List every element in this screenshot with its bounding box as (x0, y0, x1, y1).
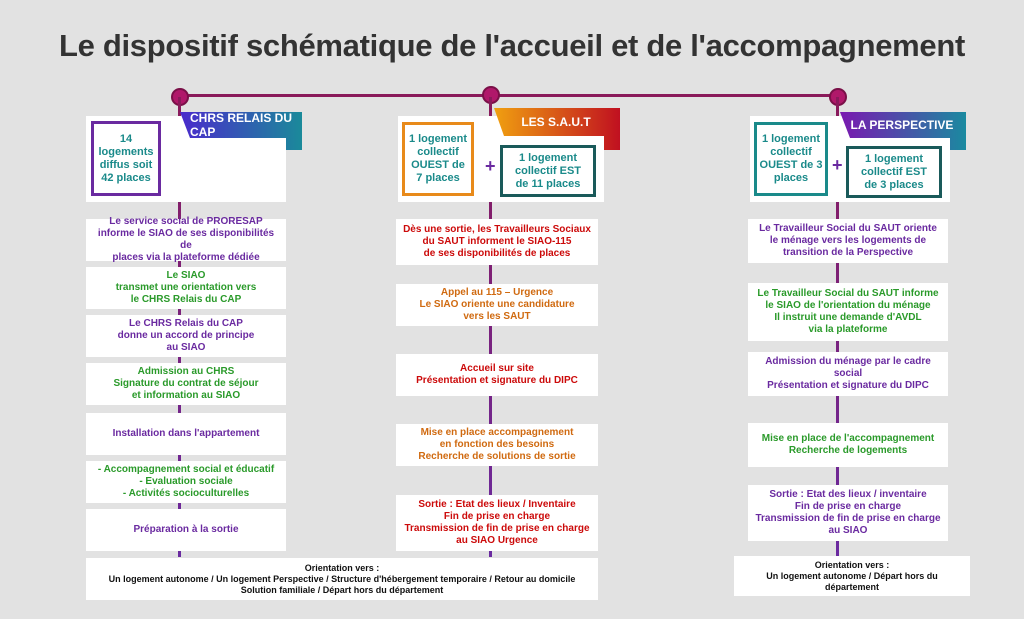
perspective-est-box: 1 logement collectif EST de 3 places (846, 146, 942, 198)
perspective-step-1: Le Travailleur Social du SAUT oriente le ménage vers les logements de transition de la Perspective (748, 219, 948, 263)
saut-step-2: Appel au 115 – Urgence Le SIAO oriente une candidature vers les SAUT (396, 284, 598, 326)
perspective-step-3: Admission du ménage par le cadre social Présentation et signature du DIPC (748, 352, 948, 396)
saut-step-3: Accueil sur site Présentation et signature du DIPC (396, 354, 598, 396)
chrs-step-2: Le SIAO transmet une orientation vers le CHRS Relais du CAP (86, 267, 286, 309)
saut-est-box: 1 logement collectif EST de 11 places (500, 145, 596, 197)
chrs-step-1: Le service social de PRORESAP informe le SIAO de ses disponibilités de places via la plateforme dédiée (86, 219, 286, 261)
saut-step-1: Dès une sortie, les Travailleurs Sociaux du SAUT informent le SIAO-115 de ses disponibilités de places (396, 219, 598, 265)
chrs-banner-label: CHRS RELAIS DU CAP (190, 111, 293, 139)
perspective-step-2: Le Travailleur Social du SAUT informe le SIAO de l'orientation du ménage Il instruit une demande d'AVDL via la plateforme (748, 283, 948, 341)
saut-plus-sign: + (485, 156, 496, 176)
perspective-step-5: Sortie : Etat des lieux / inventaire Fin de prise en charge Transmission de fin de prise en charge au SIAO (748, 485, 948, 541)
orientation-box-right: Orientation vers : Un logement autonome / Départ hors du département (734, 556, 970, 596)
chrs-step-3: Le CHRS Relais du CAP donne un accord de principe au SIAO (86, 315, 286, 357)
saut-step-4: Mise en place accompagnement en fonction des besoins Recherche de solutions de sortie (396, 424, 598, 466)
chrs-capacity-box: 14 logements diffus soit 42 places (91, 121, 161, 196)
perspective-plus-sign: + (832, 155, 843, 175)
saut-banner-label: LES S.A.U.T (521, 115, 591, 129)
perspective-step-4: Mise en place de l'accompagnement Recherche de logements (748, 423, 948, 467)
chrs-step-5: Installation dans l'appartement (86, 413, 286, 455)
orientation-box-left: Orientation vers : Un logement autonome / Un logement Perspective / Structure d'hébergement temporaire / Retour au domicile Solution familiale / Départ hors du département (86, 558, 598, 600)
chrs-step-6: - Accompagnement social et éducatif - Evaluation sociale - Activités socioculturelles (86, 461, 286, 503)
saut-ouest-box: 1 logement collectif OUEST de 7 places (402, 122, 474, 196)
saut-step-5: Sortie : Etat des lieux / Inventaire Fin de prise en charge Transmission de fin de prise en charge au SIAO Urgence (396, 495, 598, 551)
chrs-step-4: Admission au CHRS Signature du contrat de séjour et information au SIAO (86, 363, 286, 405)
perspective-banner-label: LA PERSPECTIVE (850, 118, 954, 132)
top-connector-line (178, 94, 840, 97)
page-title: Le dispositif schématique de l'accueil et de l'accompagnement (58, 28, 966, 63)
perspective-ouest-box: 1 logement collectif OUEST de 3 places (754, 122, 828, 196)
chrs-step-7: Préparation à la sortie (86, 509, 286, 551)
